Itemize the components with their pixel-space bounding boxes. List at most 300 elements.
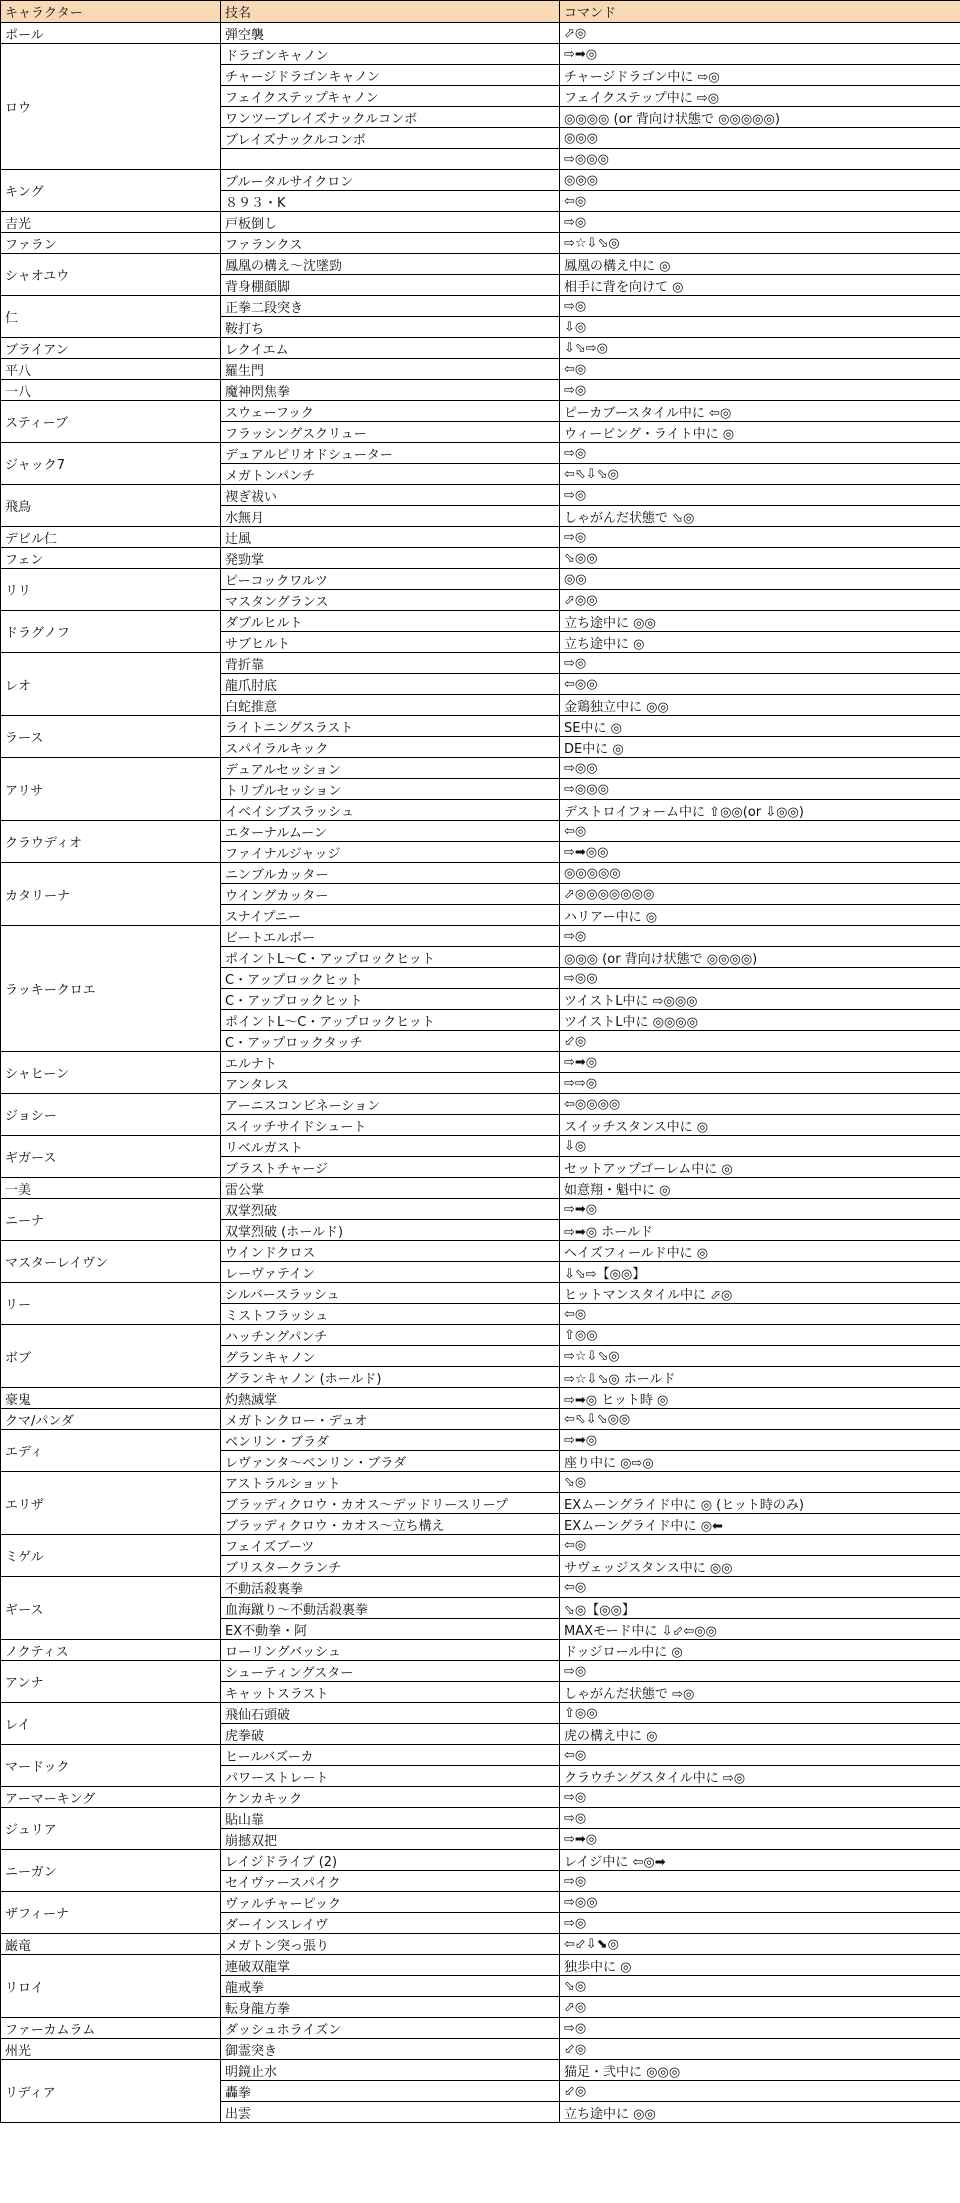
move-command: ドッジロール中に ◎ [560, 1640, 960, 1661]
move-command: ツイストL中に ◎◎◎◎ [560, 1010, 960, 1031]
move-command: ⇨◎◎◎ [560, 149, 960, 170]
move-command: ⇨⇨◎ [560, 1073, 960, 1094]
move-name: ライトニングスラスト [221, 716, 560, 737]
table-row [1, 926, 960, 947]
character-name: ブライアン [1, 338, 221, 359]
character-name: ノクティス [1, 1640, 221, 1661]
move-name: 背身棚顔脚 [221, 275, 560, 296]
table-row [1, 1640, 960, 1661]
character-name: アーマーキング [1, 1787, 221, 1808]
character-name: 仁 [1, 296, 221, 338]
move-name: 羅生門 [221, 359, 560, 380]
move-name: 弾空襲 [221, 23, 560, 44]
move-command: ⇩◎ [560, 317, 960, 338]
table-row [1, 1409, 960, 1430]
move-command: ⇩⬂⇨◎ [560, 338, 960, 359]
move-name: ドラゴンキャノン [221, 44, 560, 65]
character-name: 平八 [1, 359, 221, 380]
character-name: リリ [1, 569, 221, 611]
move-command: レイジ中に ⇦◎➡ [560, 1850, 960, 1871]
character-name: ギース [1, 1577, 221, 1640]
table-row [1, 338, 960, 359]
move-name: 背折靠 [221, 653, 560, 674]
move-command: クラウチングスタイル中に ⇨◎ [560, 1766, 960, 1787]
table-row [1, 359, 960, 380]
move-name: 血海蹴り～不動活殺裏拳 [221, 1598, 560, 1619]
character-name: シャオユウ [1, 254, 221, 296]
move-name: サブヒルト [221, 632, 560, 653]
move-command: しゃがんだ状態で ⬂◎ [560, 506, 960, 527]
table-row [1, 1955, 960, 1976]
table-row [1, 1577, 960, 1598]
move-name: エルナト [221, 1052, 560, 1073]
move-name: レイジドライブ (2) [221, 1850, 560, 1871]
character-name: ドラグノフ [1, 611, 221, 653]
character-name: ラッキークロエ [1, 926, 221, 1052]
move-command: ⇨◎ [560, 485, 960, 506]
move-command: ⇨➡◎ ホールド [560, 1220, 960, 1241]
move-command: ⇦◎ [560, 821, 960, 842]
move-command: ◎◎◎ (or 背向け状態で ◎◎◎◎) [560, 947, 960, 968]
move-name: シルバースラッシュ [221, 1283, 560, 1304]
move-command: ⇨◎ [560, 1913, 960, 1934]
move-command: しゃがんだ状態で ⇨◎ [560, 1682, 960, 1703]
move-command: ⇨➡◎ ヒット時 ◎ [560, 1388, 960, 1409]
move-name: スナイプニー [221, 905, 560, 926]
move-name: ファランクス [221, 233, 560, 254]
move-name: ケンカキック [221, 1787, 560, 1808]
move-name: ポイントL～C・アップロックヒット [221, 947, 560, 968]
move-command: ⇦◎◎◎◎ [560, 1094, 960, 1115]
move-name: ニンブルカッター [221, 863, 560, 884]
move-command: ピーカブースタイル中に ⇦◎ [560, 401, 960, 422]
table-row [1, 548, 960, 569]
move-name: 龍爪肘底 [221, 674, 560, 695]
move-command: 立ち途中に ◎◎ [560, 611, 960, 632]
move-name: 明鏡止水 [221, 2060, 560, 2081]
move-name: アストラルショット [221, 1472, 560, 1493]
move-command: ⇨◎ [560, 1871, 960, 1892]
move-command: 座り中に ◎⇨◎ [560, 1451, 960, 1472]
character-name: リー [1, 1283, 221, 1325]
move-name: ワンツーブレイズナックルコンボ [221, 107, 560, 128]
move-name: グランキャノン [221, 1346, 560, 1367]
move-name: ブラッディクロウ・カオス～デッドリースリープ [221, 1493, 560, 1514]
move-command: ⬃◎ [560, 1031, 960, 1052]
move-name: ８９３・K [221, 191, 560, 212]
move-command: ⇨◎◎◎ [560, 779, 960, 800]
move-command: ◎◎◎◎◎ [560, 863, 960, 884]
character-name: ニーガン [1, 1850, 221, 1892]
character-name: マスターレイヴン [1, 1241, 221, 1283]
move-command: ⇧◎◎ [560, 1703, 960, 1724]
move-command: ⇩⬂⇨【◎◎】 [560, 1262, 960, 1283]
table-row [1, 1472, 960, 1493]
move-command: サヴェッジスタンス中に ◎◎ [560, 1556, 960, 1577]
move-name: 不動活殺裏拳 [221, 1577, 560, 1598]
move-name: ファイナルジャッジ [221, 842, 560, 863]
move-name: レヴァンタ～ベンリン・ブラダ [221, 1451, 560, 1472]
move-name: フラッシングスクリュー [221, 422, 560, 443]
move-command: 猫足・弐中に ◎◎◎ [560, 2060, 960, 2081]
move-name: ウイングカッター [221, 884, 560, 905]
move-name: シューティングスター [221, 1661, 560, 1682]
table-row [1, 1787, 960, 1808]
move-name: ブラッディクロウ・カオス～立ち構え [221, 1514, 560, 1535]
move-name: ヴァルチャーピック [221, 1892, 560, 1913]
move-name: 虎拳破 [221, 1724, 560, 1745]
table-row [1, 1052, 960, 1073]
move-command: ⇨➡◎ [560, 1829, 960, 1850]
character-name: マードック [1, 1745, 221, 1787]
move-name: メガトン突っ張り [221, 1934, 560, 1955]
move-command: ウィービング・ライト中に ◎ [560, 422, 960, 443]
move-name: ハッチングパンチ [221, 1325, 560, 1346]
move-name: 飛仙石頭破 [221, 1703, 560, 1724]
move-name: ビートエルボー [221, 926, 560, 947]
move-name: 崩撼双把 [221, 1829, 560, 1850]
move-name: 鳳凰の構え～沈墜勁 [221, 254, 560, 275]
table-row [1, 1430, 960, 1451]
move-command: ⇨◎ [560, 212, 960, 233]
move-command: ⇦◎ [560, 1577, 960, 1598]
table-row [1, 1661, 960, 1682]
character-name: 巌竜 [1, 1934, 221, 1955]
move-command: ⇨◎ [560, 1787, 960, 1808]
move-name: グランキャノン (ホールド) [221, 1367, 560, 1388]
move-command: ⇦◎ [560, 1745, 960, 1766]
table-row [1, 1283, 960, 1304]
table-row [1, 527, 960, 548]
move-command: ⇦⬃⇩⬊◎ [560, 1934, 960, 1955]
move-command: ⬂◎【◎◎】 [560, 1598, 960, 1619]
table-row [1, 1094, 960, 1115]
move-name: デュアルセッション [221, 758, 560, 779]
move-name: レーヴァテイン [221, 1262, 560, 1283]
move-command: ⬂◎◎ [560, 548, 960, 569]
move-command: ヘイズフィールド中に ◎ [560, 1241, 960, 1262]
move-name: ダブルヒルト [221, 611, 560, 632]
table-row [1, 1745, 960, 1766]
table-row [1, 569, 960, 590]
move-command: ⇦◎ [560, 1535, 960, 1556]
move-command: デストロイフォーム中に ⇧◎◎(or ⇩◎◎) [560, 800, 960, 821]
move-command: 相手に背を向けて ◎ [560, 275, 960, 296]
character-name: 豪鬼 [1, 1388, 221, 1409]
table-row [1, 863, 960, 884]
move-name: 双掌烈破 [221, 1199, 560, 1220]
table-row [1, 1178, 960, 1199]
move-command: EXムーングライド中に ◎ (ヒット時のみ) [560, 1493, 960, 1514]
move-command: ⇦◎ [560, 359, 960, 380]
move-name: フェイズブーツ [221, 1535, 560, 1556]
move-command: ◎◎ [560, 569, 960, 590]
character-name: ニーナ [1, 1199, 221, 1241]
move-command: DE中に ◎ [560, 737, 960, 758]
move-name: 転身龍方拳 [221, 1997, 560, 2018]
move-command: ⬃◎ [560, 2039, 960, 2060]
move-command: 独歩中に ◎ [560, 1955, 960, 1976]
move-name: 灼熱滅掌 [221, 1388, 560, 1409]
character-name: ラース [1, 716, 221, 758]
table-row [1, 296, 960, 317]
move-name: スイッチサイドシュート [221, 1115, 560, 1136]
character-name: クラウディオ [1, 821, 221, 863]
character-name: 吉光 [1, 212, 221, 233]
move-name: C・アップロックヒット [221, 989, 560, 1010]
table-row [1, 254, 960, 275]
character-name: エリザ [1, 1472, 221, 1535]
move-command: ⬃◎ [560, 2081, 960, 2102]
table-row [1, 485, 960, 506]
move-command: ◎◎◎◎ (or 背向け状態で ◎◎◎◎◎) [560, 107, 960, 128]
table-row [1, 1850, 960, 1871]
character-name: リロイ [1, 1955, 221, 2018]
character-name: ザフィーナ [1, 1892, 221, 1934]
move-name: スパイラルキック [221, 737, 560, 758]
move-name: エターナルムーン [221, 821, 560, 842]
table-row [1, 821, 960, 842]
move-name: リベルガスト [221, 1136, 560, 1157]
move-command: ⇦◎◎ [560, 674, 960, 695]
move-command: 鳳凰の構え中に ◎ [560, 254, 960, 275]
move-name: 龍戒拳 [221, 1976, 560, 1997]
move-command: ⇨◎◎ [560, 1892, 960, 1913]
move-command: ⇦◎ [560, 1304, 960, 1325]
move-name: トリプルセッション [221, 779, 560, 800]
move-name: 出雲 [221, 2102, 560, 2123]
table-row [1, 380, 960, 401]
move-command: ⇨◎ [560, 2018, 960, 2039]
move-name: 雷公掌 [221, 1178, 560, 1199]
character-name: 飛鳥 [1, 485, 221, 527]
move-name: 辻風 [221, 527, 560, 548]
character-name: スティーブ [1, 401, 221, 443]
move-name: パワーストレート [221, 1766, 560, 1787]
move-name: キャットスラスト [221, 1682, 560, 1703]
move-name: 轟拳 [221, 2081, 560, 2102]
table-row [1, 212, 960, 233]
move-name: ダッシュホライズン [221, 2018, 560, 2039]
move-command: 立ち途中に ◎◎ [560, 2102, 960, 2123]
move-name: 魔神閃焦拳 [221, 380, 560, 401]
move-name: C・アップロックタッチ [221, 1031, 560, 1052]
character-name: ファラン [1, 233, 221, 254]
move-command: ⇨➡◎ [560, 1199, 960, 1220]
move-command: ⇨◎◎ [560, 758, 960, 779]
move-name: 水無月 [221, 506, 560, 527]
header-command: コマンド [560, 1, 960, 23]
table-row [1, 1703, 960, 1724]
move-name: 戸板倒し [221, 212, 560, 233]
move-command: スイッチスタンス中に ◎ [560, 1115, 960, 1136]
move-name: ミストフラッシュ [221, 1304, 560, 1325]
move-name: マスタングランス [221, 590, 560, 611]
move-command: ⇨◎ [560, 527, 960, 548]
character-name: カタリーナ [1, 863, 221, 926]
character-name: デビル仁 [1, 527, 221, 548]
move-name: ウインドクロス [221, 1241, 560, 1262]
character-name: フェン [1, 548, 221, 569]
table-row [1, 611, 960, 632]
table-row [1, 1136, 960, 1157]
move-name: ヒールバズーカ [221, 1745, 560, 1766]
move-command: ⬀◎◎◎◎◎◎◎ [560, 884, 960, 905]
table-row [1, 443, 960, 464]
move-command: ⇦⬁⇩⬂◎ [560, 464, 960, 485]
character-name: 一八 [1, 380, 221, 401]
move-name: C・アップロックヒット [221, 968, 560, 989]
character-name: クマ/パンダ [1, 1409, 221, 1430]
character-name: ボブ [1, 1325, 221, 1388]
move-command: ⇨➡◎◎ [560, 842, 960, 863]
move-command: ⇧◎◎ [560, 1325, 960, 1346]
move-name: 禊ぎ祓い [221, 485, 560, 506]
move-command: SE中に ◎ [560, 716, 960, 737]
move-name: 正拳二段突き [221, 296, 560, 317]
move-name: チャージドラゴンキャノン [221, 65, 560, 86]
character-name: 州光 [1, 2039, 221, 2060]
character-name: シャヒーン [1, 1052, 221, 1094]
move-command: EXムーングライド中に ◎⬅ [560, 1514, 960, 1535]
move-name: ダーインスレイヴ [221, 1913, 560, 1934]
move-command: ⇨◎ [560, 653, 960, 674]
move-command: 金鶏独立中に ◎◎ [560, 695, 960, 716]
table-row [1, 1892, 960, 1913]
character-name: アンナ [1, 1661, 221, 1703]
character-name: キング [1, 170, 221, 212]
table-row [1, 233, 960, 254]
table-row [1, 401, 960, 422]
move-name: 連破双龍掌 [221, 1955, 560, 1976]
move-name: ブレイズナックルコンボ [221, 128, 560, 149]
move-command: ⇨◎ [560, 443, 960, 464]
move-command: ⬀◎◎ [560, 590, 960, 611]
move-name: メガトンパンチ [221, 464, 560, 485]
move-name: フェイクステップキャノン [221, 86, 560, 107]
table-row [1, 653, 960, 674]
move-name: アンタレス [221, 1073, 560, 1094]
table-row [1, 1535, 960, 1556]
move-name: 発勁掌 [221, 548, 560, 569]
move-command: ⬀◎ [560, 23, 960, 44]
move-command: ⬂◎ [560, 1472, 960, 1493]
move-name: イベイシブスラッシュ [221, 800, 560, 821]
move-name: レクイエム [221, 338, 560, 359]
table-row [1, 23, 960, 44]
character-name: ロウ [1, 44, 221, 170]
character-name: アリサ [1, 758, 221, 821]
character-name: 一美 [1, 1178, 221, 1199]
character-name: ミゲル [1, 1535, 221, 1577]
move-command: ⇨☆⇩⬂◎ [560, 233, 960, 254]
move-name: EX不動拳・阿 [221, 1619, 560, 1640]
move-name: ポイントL～C・アップロックヒット [221, 1010, 560, 1031]
move-command: チャージドラゴン中に ⇨◎ [560, 65, 960, 86]
move-name: スウェーフック [221, 401, 560, 422]
table-row [1, 1325, 960, 1346]
move-command: ハリアー中に ◎ [560, 905, 960, 926]
header-move-name: 技名 [221, 1, 560, 23]
character-name: ファーカムラム [1, 2018, 221, 2039]
character-name: レオ [1, 653, 221, 716]
move-name [221, 149, 560, 170]
character-name: レイ [1, 1703, 221, 1745]
move-command: ⇨☆⇩⬂◎ ホールド [560, 1367, 960, 1388]
move-name: メガトンクロー・デュオ [221, 1409, 560, 1430]
move-command: ⇨◎ [560, 1808, 960, 1829]
move-command: フェイクステップ中に ⇨◎ [560, 86, 960, 107]
table-row [1, 2060, 960, 2081]
move-command: 虎の構え中に ◎ [560, 1724, 960, 1745]
move-command: ツイストL中に ⇨◎◎◎ [560, 989, 960, 1010]
move-name: アーニスコンビネーション [221, 1094, 560, 1115]
move-name: 鞍打ち [221, 317, 560, 338]
move-name: ブラストチャージ [221, 1157, 560, 1178]
table-row [1, 1388, 960, 1409]
move-command: ⇦◎ [560, 191, 960, 212]
move-name: ブルータルサイクロン [221, 170, 560, 191]
move-command: ⇨◎ [560, 296, 960, 317]
move-name: 貼山靠 [221, 1808, 560, 1829]
character-name: ジャック7 [1, 443, 221, 485]
move-command: セットアップゴーレム中に ◎ [560, 1157, 960, 1178]
character-name: エディ [1, 1430, 221, 1472]
move-name: 白蛇推意 [221, 695, 560, 716]
table-row [1, 170, 960, 191]
move-command: ヒットマンスタイル中に ⬀◎ [560, 1283, 960, 1304]
move-command: ⇦⬁⇩⬂◎◎ [560, 1409, 960, 1430]
move-name: 双掌烈破 (ホールド) [221, 1220, 560, 1241]
move-name: ベンリン・ブラダ [221, 1430, 560, 1451]
move-name: ブリスタークランチ [221, 1556, 560, 1577]
move-command: ⇩◎ [560, 1136, 960, 1157]
move-name: 御霊突き [221, 2039, 560, 2060]
table-row [1, 44, 960, 65]
move-command: ⬂◎ [560, 1976, 960, 1997]
move-name: セイヴァースパイク [221, 1871, 560, 1892]
character-name: ギガース [1, 1136, 221, 1178]
table-row [1, 1808, 960, 1829]
table-row [1, 1934, 960, 1955]
header-character: キャラクター [1, 1, 221, 23]
move-command: ⇨➡◎ [560, 1430, 960, 1451]
move-command: ◎◎◎ [560, 170, 960, 191]
table-row [1, 2039, 960, 2060]
table-row [1, 716, 960, 737]
move-command: ⇨☆⇩⬂◎ [560, 1346, 960, 1367]
move-command: ◎◎◎ [560, 128, 960, 149]
move-name: デュアルピリオドシューター [221, 443, 560, 464]
move-command: ⇨◎ [560, 1661, 960, 1682]
character-name: ジョシー [1, 1094, 221, 1136]
character-name: ポール [1, 23, 221, 44]
move-command: ⇨➡◎ [560, 44, 960, 65]
header-row [1, 1, 960, 23]
table-row [1, 758, 960, 779]
table-row [1, 1199, 960, 1220]
table-row [1, 1241, 960, 1262]
move-name: ローリングバッシュ [221, 1640, 560, 1661]
move-name: ピーコックワルツ [221, 569, 560, 590]
move-command: ⇨◎ [560, 926, 960, 947]
move-command: ⇨➡◎ [560, 1052, 960, 1073]
move-command: 如意翔・魁中に ◎ [560, 1178, 960, 1199]
move-command: ⇨◎ [560, 380, 960, 401]
character-name: ジュリア [1, 1808, 221, 1850]
table-row [1, 2018, 960, 2039]
move-command: MAXモード中に ⇩⬃⇦◎◎ [560, 1619, 960, 1640]
